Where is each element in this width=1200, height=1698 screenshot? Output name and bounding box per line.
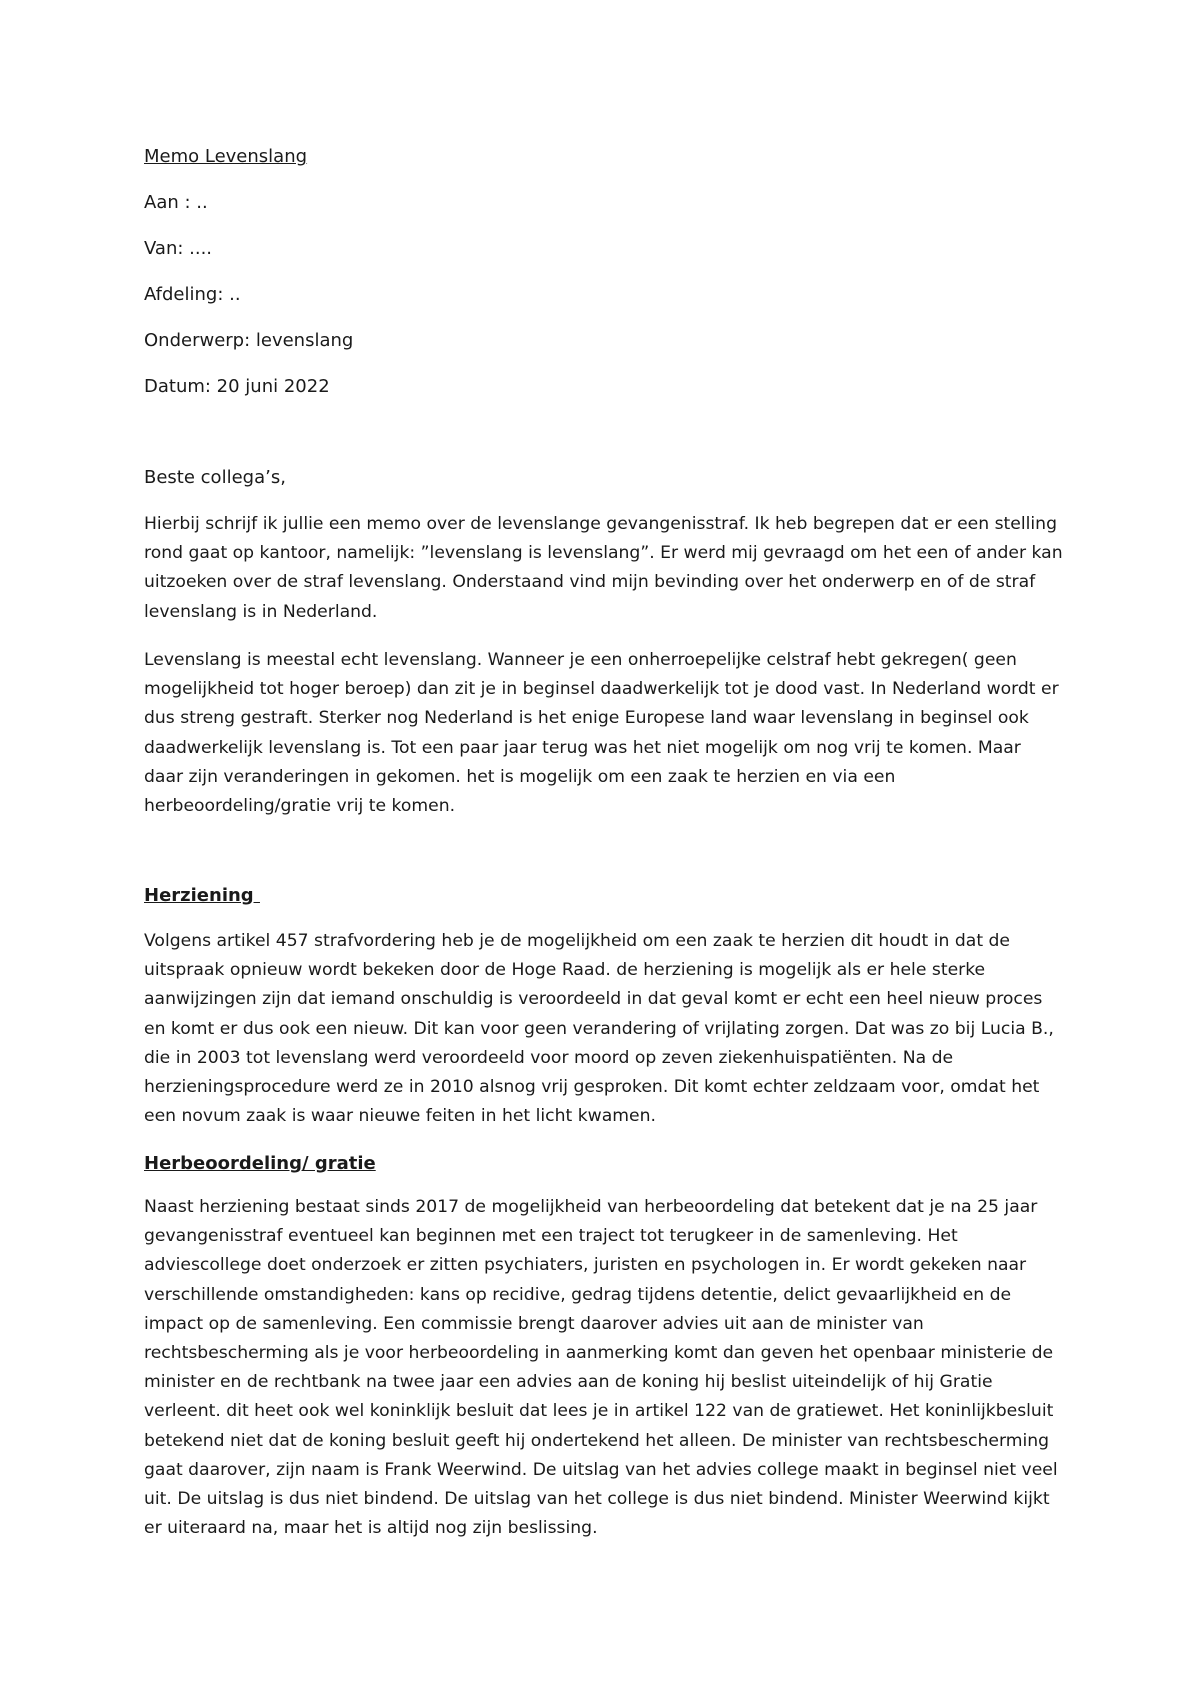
greeting: Beste collega’s, xyxy=(144,467,286,488)
field-afdeling: Afdeling: .. xyxy=(144,284,241,305)
herbeoordeling-paragraph: Naast herziening bestaat sinds 2017 de mogelijkheid van herbeoordeling dat betekent dat je na 25 jaar gevangenisstraf eventueel kan beginnen met een traject tot terugkeer in de samenleving. Het adviescollege doet onderzoek er zitten psychiaters, juristen en psychologen in. Er wordt gekeken naar verschillende omstandigheden: kans op recidive, gedrag tijdens detentie, delict gevaarlijkheid en de impact op de samenleving. Een commissie brengt daarover advies uit aan de minister van rechtsbescherming als je voor herbeoordeling in aanmerking komt dan geven het openbaar ministerie de minister en de rechtbank na twee jaar een advies aan de koning hij beslist uiteindelijk of hij Gratie verleent. dit heet ook wel koninklijk besluit dat lees je in artikel 122 van de gratiewet. Het koninlijkbesluit betekend niet dat de koning besluit geeft hij ondertekend het alleen. De minister van rechtsbescherming gaat daarover, zijn naam is Frank Weerwind. De uitslag van het advies college maakt in beginsel niet veel uit. De uitslag is dus niet bindend. De uitslag van het college is dus niet bindend. Minister Weerwind kijkt er uiteraard na, maar het is altijd nog zijn beslissing. xyxy=(144,1197,1058,1539)
herziening-heading: Herziening xyxy=(144,885,260,906)
field-van: Van: .... xyxy=(144,238,213,259)
field-aan: Aan : .. xyxy=(144,192,208,213)
herziening-paragraph: Volgens artikel 457 strafvordering heb je de mogelijkheid om een zaak te herzien dit houdt in dat de uitspraak opnieuw wordt bekeken door de Hoge Raad. de herziening is mogelijk als er hele sterke aanwijzingen zijn dat iemand onschuldig is veroordeeld in dat geval komt er echt een heel nieuw proces en komt er dus ook een nieuw. Dit kan voor geen verandering of vrijlating zorgen. Dat was zo bij Lucia B., die in 2003 tot levenslang werd veroordeeld voor moord op zeven ziekenhuispatiënten. Na de herzieningsprocedure werd ze in 2010 alsnog vrij gesproken. Dit komt echter zeldzaam voor, omdat het een novum zaak is waar nieuwe feiten in het licht kwamen. xyxy=(144,931,1054,1127)
herbeoordeling-heading: Herbeoordeling/ gratie xyxy=(144,1153,376,1174)
field-datum: Datum: 20 juni 2022 xyxy=(144,376,330,397)
memo-title: Memo Levenslang xyxy=(144,146,308,167)
levenslang-paragraph: Levenslang is meestal echt levenslang. Wanneer je een onherroepelijke celstraf hebt gekregen( geen mogelijkheid tot hoger beroep) dan zit je in beginsel daadwerkelijk tot je dood vast. In Nederland wordt er dus streng gestraft. Sterker nog Nederland is het enige Europese land waar levenslang in beginsel ook daadwerkelijk levenslang is. Tot een paar jaar terug was het niet mogelijk om nog vrij te komen. Maar daar zijn veranderingen in gekomen. het is mogelijk om een zaak te herzien en via een herbeoordeling/gratie vrij te komen. xyxy=(144,650,1059,817)
intro-paragraph: Hierbij schrijf ik jullie een memo over de levenslange gevangenisstraf. Ik heb begrepen dat er een stelling rond gaat op kantoor, namelijk: ”levenslang is levenslang”. Er werd mij gevraagd om het een of ander kan uitzoeken over de straf levenslang. Onderstaand vind mijn bevinding over het onderwerp en of de straf levenslang is in Nederland. xyxy=(144,514,1063,622)
field-onderwerp: Onderwerp: levenslang xyxy=(144,330,354,351)
